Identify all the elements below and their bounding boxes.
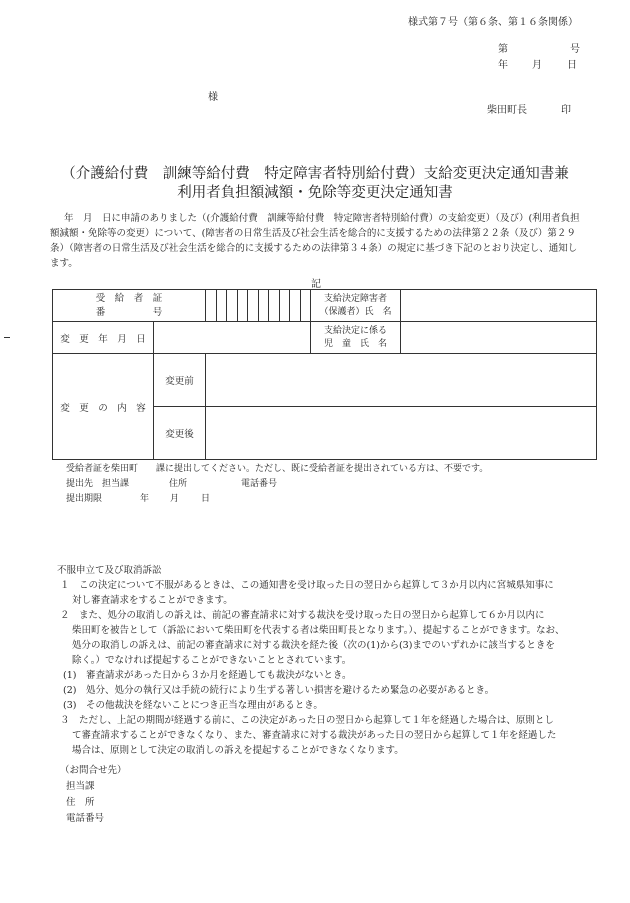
- after-label: 変更後: [154, 407, 206, 460]
- deadline-year: 年: [140, 494, 150, 504]
- change-content-label: 変 更 の 内 容: [53, 354, 154, 460]
- form-number: 様式第７号（第６条、第１６条関係）: [408, 17, 578, 28]
- number-label-dai: 第: [498, 44, 508, 55]
- cert-digit-1[interactable]: [206, 290, 217, 322]
- cert-digit-5[interactable]: [248, 290, 259, 322]
- appeal-item3-line3: 場合は、原則として決定の取消しの訴えを提起することができなくなります。: [72, 745, 404, 756]
- guardian-name-label: [311, 290, 401, 322]
- child-label-line2: 児 童 氏 名: [323, 338, 387, 349]
- submission-phone: 電話番号: [241, 479, 278, 489]
- appeal-item1-line1: １ この決定について不服があるときは、この通知書を受け取った日の翌日から起算して３か月以内に宮城県知事に: [60, 580, 554, 591]
- cert-digit-6[interactable]: [258, 290, 269, 322]
- guardian-name-field[interactable]: [401, 290, 597, 322]
- deadline-month: 月: [170, 494, 180, 504]
- appeal-item2-line4: 除く。）でなければ提起することができないこととされています。: [72, 655, 352, 666]
- date-year: 年: [498, 60, 508, 71]
- cert-digit-2[interactable]: [216, 290, 227, 322]
- child-name-field[interactable]: [401, 322, 597, 354]
- appeal-sub2: (2) 処分、処分の執行又は手続の続行により生ずる著しい損害を避けるため緊急の必要があるとき。: [63, 685, 495, 696]
- ki-label: 記: [311, 279, 321, 290]
- after-field[interactable]: [206, 407, 597, 460]
- submission-address: 住所: [169, 479, 188, 489]
- cert-digit-4[interactable]: [237, 290, 248, 322]
- document-title-line1: （介護給付費 訓練等給付費 特定障害者特別給付費）支給変更決定通知書兼: [61, 166, 569, 182]
- appeal-sub3: (3) その他裁決を経ないことにつき正当な理由があるとき。: [63, 700, 323, 711]
- intro-paragraph: 年 月 日に申請のありました（(介護給付費 訓練等給付費 特定障害者特別給付費）の支給変更）（及び）(利用者負担額減額・免除等の変更）について、(障害者の日常生活及び社会生活を総合的に支援するための法律第２２条（及び）第２９条）（障害者の日常生活及び社会生活を総合的に支援するための法律第３４条）の規定に基づき下記のとおり決定し、通知します。: [50, 213, 580, 269]
- appeal-item3-line2: て審査請求することができなくなり、また、審査請求に対する裁決があった日の翌日から起算して１年を経過した: [72, 730, 557, 741]
- deadline-day: 日: [201, 494, 211, 504]
- change-date-field[interactable]: [154, 322, 311, 354]
- recipient-cert-label-line1: 受 給 者 証: [95, 292, 163, 304]
- issuer-name: 柴田町長: [487, 105, 527, 116]
- inquiry-address: 住 所: [66, 797, 95, 808]
- guardian-label-line2: （保護者）氏 名: [319, 306, 392, 317]
- cert-digit-9[interactable]: [290, 290, 301, 322]
- recipient-cert-label: [53, 290, 206, 322]
- cert-digit-10[interactable]: [300, 290, 311, 322]
- date-day: 日: [567, 60, 577, 71]
- addressee-suffix: 様: [208, 92, 218, 103]
- table-row: [53, 354, 597, 407]
- cert-digit-3[interactable]: [227, 290, 238, 322]
- number-label-go: 号: [570, 44, 580, 55]
- margin-mark: [4, 337, 10, 338]
- appeal-sub1: (1) 審査請求があった日から３か月を経過しても裁決がないとき。: [63, 670, 352, 681]
- inquiry-dept: 担当課: [66, 781, 95, 792]
- child-label-line1: 支給決定に係る: [323, 325, 387, 336]
- appeal-item2-line3: 処分の取消しの訴えは、前記の審査請求に対する裁決を経た後（次の(1)から(3)までのいずれかに該当するときを: [72, 640, 555, 651]
- appeal-heading: 不服申立て及び取消訴訟: [57, 565, 162, 576]
- appeal-item1-line2: 対し審査請求をすることができます。: [72, 595, 233, 606]
- before-label: 変更前: [154, 354, 206, 407]
- inquiry-phone: 電話番号: [66, 813, 105, 824]
- table-row: [53, 322, 597, 354]
- change-info-table: [52, 289, 597, 460]
- before-field[interactable]: [206, 354, 597, 407]
- submission-instruction: 受給者証を柴田町 課に提出してください。ただし、既に受給者証を提出されている方は、不要です。: [66, 464, 489, 474]
- change-date-label: 変 更 年 月 日: [53, 322, 154, 354]
- guardian-label-line1: 支給決定障害者: [323, 293, 387, 304]
- submission-dept: 提出先 担当課: [66, 479, 130, 489]
- inquiry-heading: （お問合せ先）: [60, 765, 127, 776]
- cert-digit-8[interactable]: [279, 290, 290, 322]
- cert-digit-7[interactable]: [269, 290, 280, 322]
- seal-mark: 印: [561, 105, 571, 116]
- appeal-item2-line2: 柴田町を被告として（訴訟において柴田町を代表する者は柴田町長となります。）、提起することができます。なお、: [72, 625, 565, 636]
- recipient-cert-label-line2: 番 号: [95, 306, 163, 318]
- table-row: [53, 290, 597, 322]
- submission-deadline: 提出期限: [66, 494, 103, 504]
- appeal-item3-line1: ３ ただし、上記の期間が経過する前に、この決定があった日の翌日から起算して１年を経過した場合は、原則とし: [60, 715, 554, 726]
- document-title-line2: 利用者負担額減額・免除等変更決定通知書: [177, 185, 453, 201]
- child-name-label: [311, 322, 401, 354]
- appeal-item2-line1: ２ また、処分の取消しの訴えは、前記の審査請求に対する裁決を受け取った日の翌日から起算して６か月以内に: [60, 610, 545, 621]
- date-month: 月: [532, 60, 542, 71]
